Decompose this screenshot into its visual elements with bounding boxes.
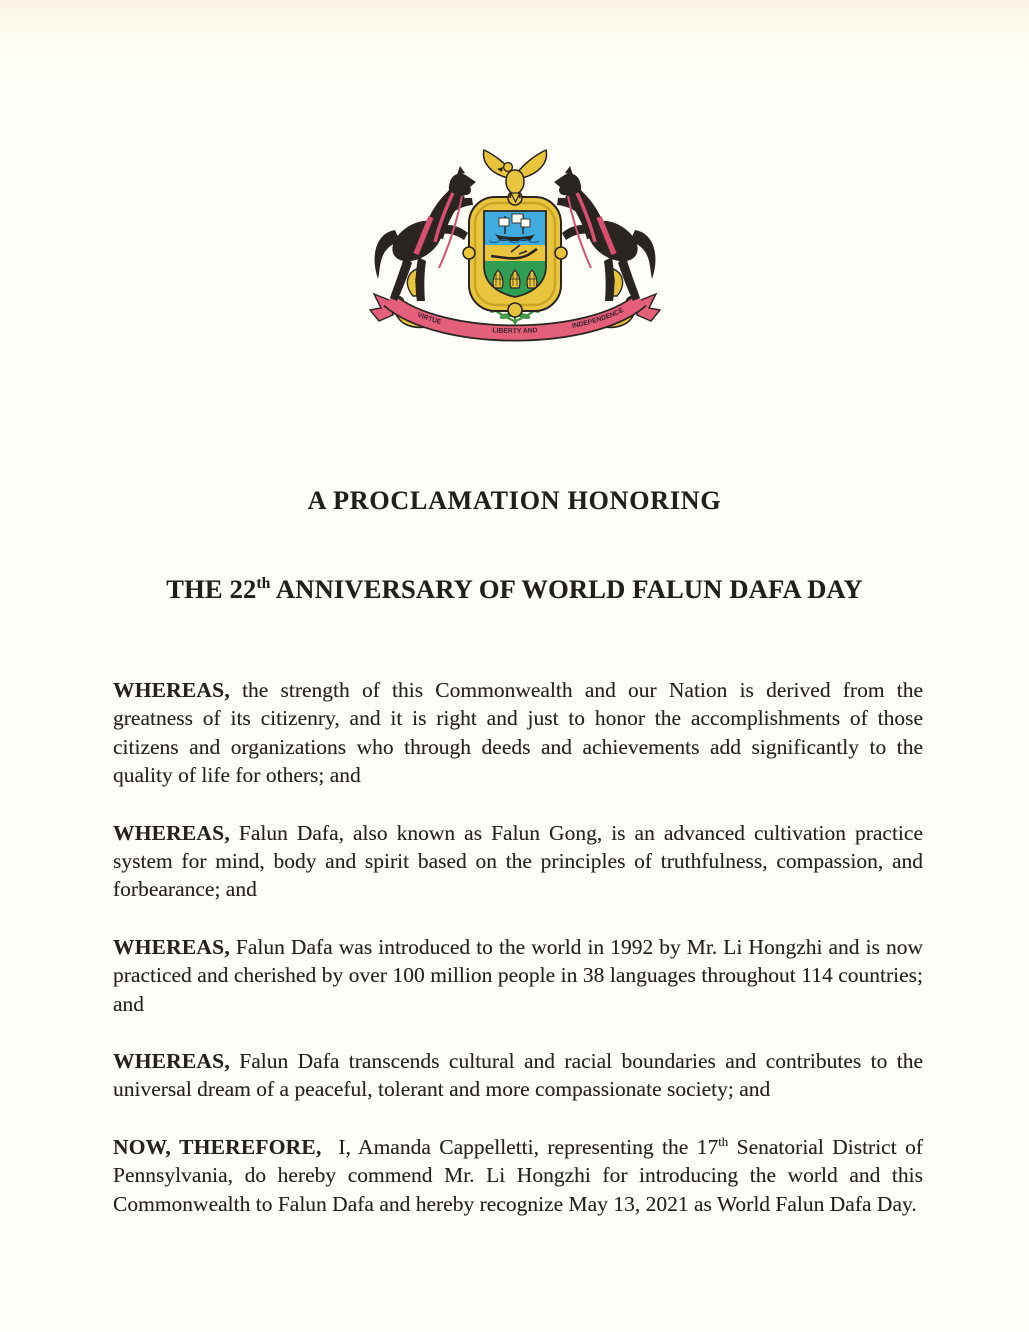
whereas-text: Falun Dafa was introduced to the world in 1992 by Mr. Li Hongzhi and is now practiced and cherished by over 100 million people in 38 languages throughout 114 countries; and (113, 934, 923, 1016)
motto-text-liberty-and: LIBERTY AND (491, 327, 538, 336)
anniversary-title-ordinal: th (256, 575, 271, 593)
whereas-lead: WHEREAS, (113, 820, 230, 845)
motto-text-independence: INDEPENDENCE (571, 306, 625, 330)
whereas-paragraph-3 (113, 933, 923, 1018)
whereas-paragraph-1 (113, 676, 923, 790)
now-therefore-paragraph (113, 1133, 923, 1218)
now-therefore-text: I, Amanda Cappelletti, representing the 17 (321, 1134, 719, 1159)
whereas-text: Falun Dafa, also known as Falun Gong, is an advanced cultivation practice system for mind, body and spirit based on the principles of truthfulness, compassion, and forbearance; and (113, 820, 923, 902)
whereas-text: Falun Dafa transcends cultural and racial boundaries and contributes to the universal dream of a peaceful, tolerant and more compassionate society; and (113, 1049, 923, 1102)
now-therefore-text: Senatorial District of Pennsylvania, do hereby commend Mr. Li Hongzhi for introducing the world and this Commonwealth to Falun Dafa and hereby recognize May 13, 2021 as World Falun Dafa Day. (113, 1134, 923, 1216)
shield (463, 191, 567, 317)
motto-text-virtue: VIRTUE (415, 311, 442, 327)
anniversary-title-suffix: ANNIVERSARY OF WORLD FALUN DAFA DAY (270, 574, 863, 604)
whereas-paragraph-2 (113, 819, 923, 904)
whereas-lead: WHEREAS, (113, 1049, 230, 1074)
whereas-lead: WHEREAS, (113, 934, 230, 959)
eagle-icon (483, 150, 546, 202)
horse-left-icon (374, 166, 475, 301)
anniversary-title (0, 574, 1029, 605)
whereas-lead: WHEREAS, (113, 678, 230, 702)
whereas-paragraph-4 (113, 1047, 923, 1104)
horse-right-icon (554, 166, 655, 301)
whereas-text: the strength of this Commonwealth and our Nation is derived from the greatness of its citizenry, and it is right and just to honor the accomplishments of those citizens and organizations who through deeds and achievements add significantly to the quality of life for others; and (113, 678, 923, 788)
pennsylvania-coat-of-arms (365, 138, 665, 356)
proclamation-body (113, 676, 923, 1218)
wheat-sheaves-icon (493, 270, 537, 288)
now-therefore-lead: NOW, THEREFORE, (113, 1134, 322, 1159)
senatorial-district-ordinal: th (718, 1134, 729, 1149)
anniversary-title-prefix: THE 22 (166, 574, 257, 604)
proclamation-title: A PROCLAMATION HONORING (307, 486, 722, 515)
